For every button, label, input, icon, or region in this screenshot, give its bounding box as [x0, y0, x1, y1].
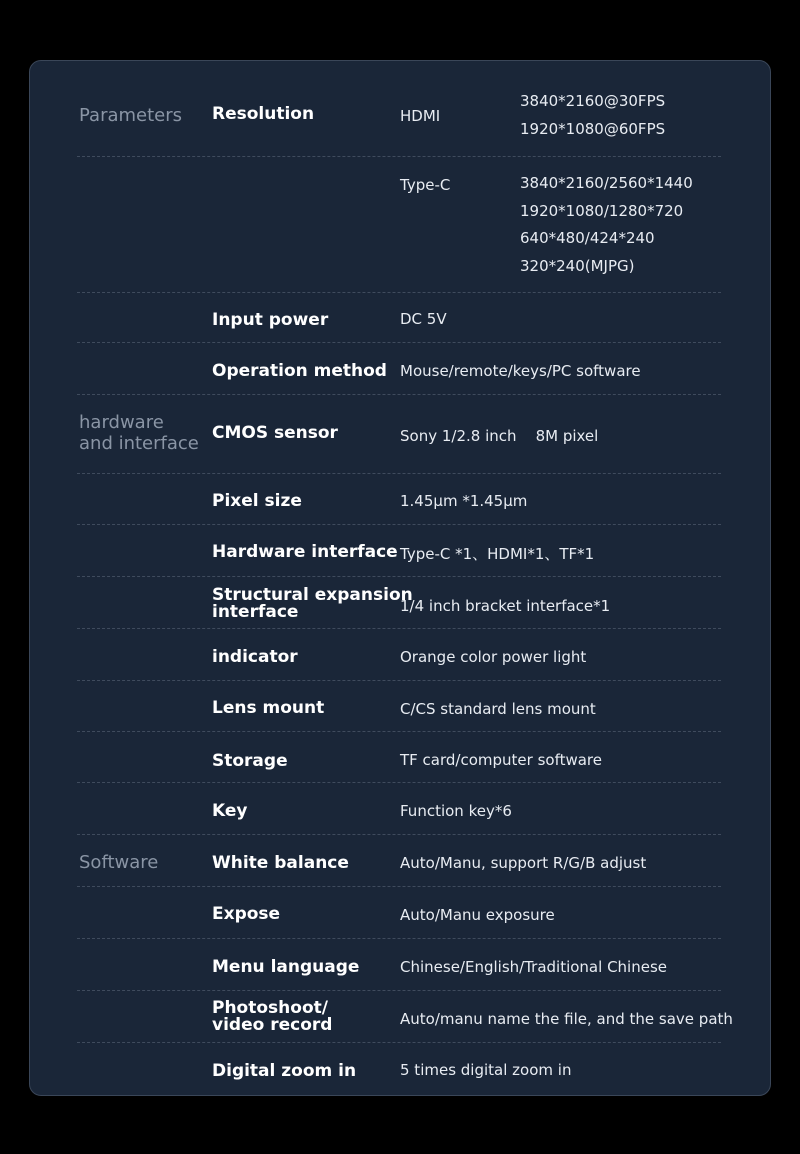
category-line: and interface: [79, 433, 199, 454]
spec-panel: [29, 60, 771, 1096]
spec-value-photoshoot-video-record: Auto/manu name the file, and the save path: [400, 1010, 733, 1028]
spec-label-photoshoot-video-record: [212, 1000, 332, 1034]
spec-label-cmos-sensor: CMOS sensor: [212, 423, 338, 443]
spec-label-menu-language: Menu language: [212, 957, 360, 977]
row-divider: [77, 731, 721, 732]
spec-label-lens-mount: Lens mount: [212, 698, 325, 718]
row-divider: [77, 628, 721, 629]
value-line: 640*480/424*240: [520, 229, 655, 247]
category-hardware-and-interface: [79, 412, 199, 454]
spec-value-lens-mount: C/CS standard lens mount: [400, 700, 596, 718]
spec-label-pixel-size: Pixel size: [212, 491, 302, 511]
spec-label-key: Key: [212, 801, 248, 821]
label-line: Structural expansion: [212, 585, 413, 605]
spec-value-indicator: Orange color power light: [400, 648, 587, 666]
row-divider: [77, 680, 721, 681]
label-line: interface: [212, 602, 299, 622]
row-divider: [77, 938, 721, 939]
spec-label-resolution: Resolution: [212, 104, 315, 124]
row-divider: [77, 156, 721, 157]
spec-label-structural-expansion-interface: [212, 587, 413, 621]
value-line: 1920*1080/1280*720: [520, 201, 684, 220]
label-line: video record: [212, 1015, 333, 1035]
spec-label-input-power: Input power: [212, 310, 329, 330]
spec-label-digital-zoom-in: Digital zoom in: [212, 1061, 357, 1081]
row-divider: [77, 473, 721, 474]
spec-label-storage: Storage: [212, 751, 288, 771]
row-divider: [77, 834, 721, 835]
spec-value-storage: TF card/computer software: [400, 751, 603, 769]
row-divider: [77, 524, 721, 525]
category-software: Software: [79, 852, 159, 873]
category-parameters: Parameters: [79, 105, 183, 126]
spec-value-structural-expansion-interface: 1/4 inch bracket interface*1: [400, 597, 611, 615]
spec-sub-hdmi: HDMI: [400, 107, 441, 125]
spec-value-menu-language: Chinese/English/Traditional Chinese: [400, 958, 667, 976]
spec-value-typec: [520, 170, 693, 280]
value-line: 1920*1080@60FPS: [520, 119, 666, 138]
spec-label-hardware-interface: Hardware interface: [212, 542, 398, 562]
spec-value-operation-method: Mouse/remote/keys/PC software: [400, 362, 641, 380]
category-line: hardware: [79, 412, 164, 433]
spec-label-white-balance: White balance: [212, 853, 349, 873]
spec-value-input-power: DC 5V: [400, 310, 447, 328]
row-divider: [77, 292, 721, 293]
row-divider: [77, 990, 721, 991]
spec-sub-typec: Type-C: [400, 176, 451, 194]
value-line: 3840*2160/2560*1440: [520, 174, 693, 192]
row-divider: [77, 342, 721, 343]
row-divider: [77, 576, 721, 577]
spec-value-key: Function key*6: [400, 802, 512, 820]
spec-value-pixel-size: 1.45μm *1.45μm: [400, 492, 528, 510]
row-divider: [77, 886, 721, 887]
spec-value-digital-zoom-in: 5 times digital zoom in: [400, 1061, 572, 1079]
value-line: 3840*2160@30FPS: [520, 92, 666, 110]
spec-value-white-balance: Auto/Manu, support R/G/B adjust: [400, 854, 647, 872]
spec-value-cmos-sensor: Sony 1/2.8 inch 8M pixel: [400, 427, 599, 445]
label-line: Photoshoot/: [212, 998, 328, 1018]
spec-label-operation-method: Operation method: [212, 361, 387, 381]
spec-value-hdmi: [520, 88, 665, 143]
row-divider: [77, 394, 721, 395]
spec-value-hardware-interface: Type-C *1、HDMI*1、TF*1: [400, 545, 595, 563]
spec-value-expose: Auto/Manu exposure: [400, 906, 555, 924]
row-divider: [77, 1042, 721, 1043]
row-divider: [77, 782, 721, 783]
value-line: 320*240(MJPG): [520, 256, 635, 275]
spec-label-indicator: indicator: [212, 647, 298, 667]
spec-label-expose: Expose: [212, 904, 281, 924]
